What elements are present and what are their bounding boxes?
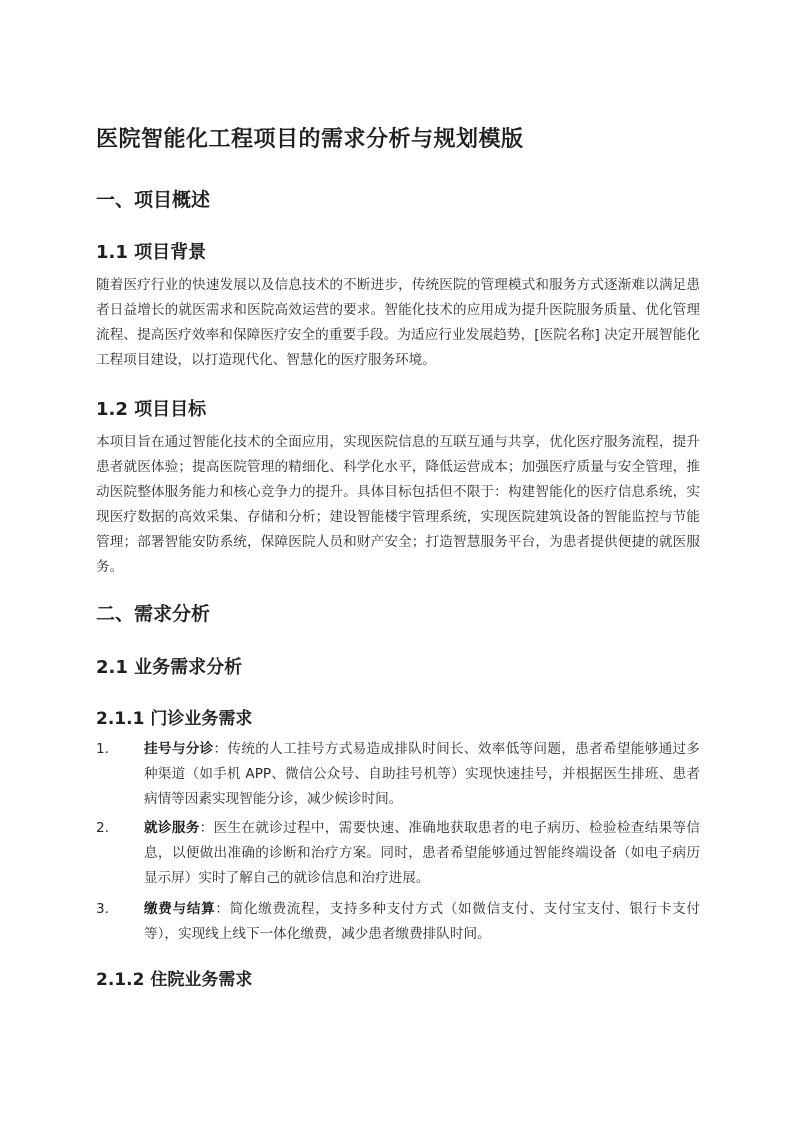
document-title: 医院智能化工程项目的需求分析与规划模版: [96, 127, 524, 152]
section-business-heading: 2.1 业务需求分析: [96, 657, 243, 678]
list-item-text: [144, 897, 700, 947]
list-item-number: 3.: [96, 901, 109, 917]
list-item-text: [144, 816, 700, 891]
list-item-label: 缴费与结算: [144, 901, 216, 917]
list-item-label: 就诊服务: [144, 820, 200, 836]
list-item-body: ：简化缴费流程，支持多种支付方式（如微信支付、支付宝支付、银行卡支付等），实现线上线下一体化缴费，减少患者缴费排队时间。: [144, 901, 701, 942]
section-outpatient-heading: 2.1.1 门诊业务需求: [96, 709, 253, 729]
list-item-body: ：传统的人工挂号方式易造成排队时间长、效率低等问题，患者希望能够通过多种渠道（如手机 APP、微信公众号、自助挂号机等）实现快速挂号，并根据医生排班、患者病情等因素实现智能分诊，减少候诊时间。: [144, 741, 701, 807]
list-item-text: [144, 737, 700, 812]
list-item-number: 1.: [96, 741, 109, 757]
section-background-heading: 1.1 项目背景: [96, 242, 207, 263]
goals-paragraph: 本项目旨在通过智能化技术的全面应用，实现医院信息的互联互通与共享，优化医疗服务流程，提升患者就医体验；提高医院管理的精细化、科学化水平，降低运营成本；加强医疗质量与安全管理，推动医院整体服务能力和核心竞争力的提升。具体目标包括但不限于：构建智能化的医疗信息系统，实现医疗数据的高效采集、存储和分析；建设智能楼宇管理系统，实现医院建筑设备的智能监控与节能管理；部署智能安防系统，保障医院人员和财产安全；打造智慧服务平台，为患者提供便捷的就医服务。: [96, 434, 700, 575]
section-inpatient-heading: 2.1.2 住院业务需求: [96, 970, 253, 990]
list-item-body: ：医生在就诊过程中，需要快速、准确地获取患者的电子病历、检验检查结果等信息，以便做出准确的诊断和治疗方案。同时，患者希望能够通过智能终端设备（如电子病历显示屏）实时了解自己的就诊信息和治疗进展。: [144, 820, 701, 886]
section-overview-heading: 一、项目概述: [96, 189, 211, 211]
list-item-number: 2.: [96, 820, 109, 836]
section-requirements-heading: 二、需求分析: [96, 603, 211, 625]
list-item-label: 挂号与分诊: [144, 741, 214, 757]
background-paragraph: 随着医疗行业的快速发展以及信息技术的不断进步，传统医院的管理模式和服务方式逐渐难以满足患者日益增长的就医需求和医院高效运营的要求。智能化技术的应用成为提升医院服务质量、优化管理流程、提高医疗效率和保障医疗安全的重要手段。为适应行业发展趋势，[医院名称] 决定开展智能化工程项目建设，以打造现代化、智慧化的医疗服务环境。: [96, 277, 700, 368]
section-goals-heading: 1.2 项目目标: [96, 399, 207, 420]
